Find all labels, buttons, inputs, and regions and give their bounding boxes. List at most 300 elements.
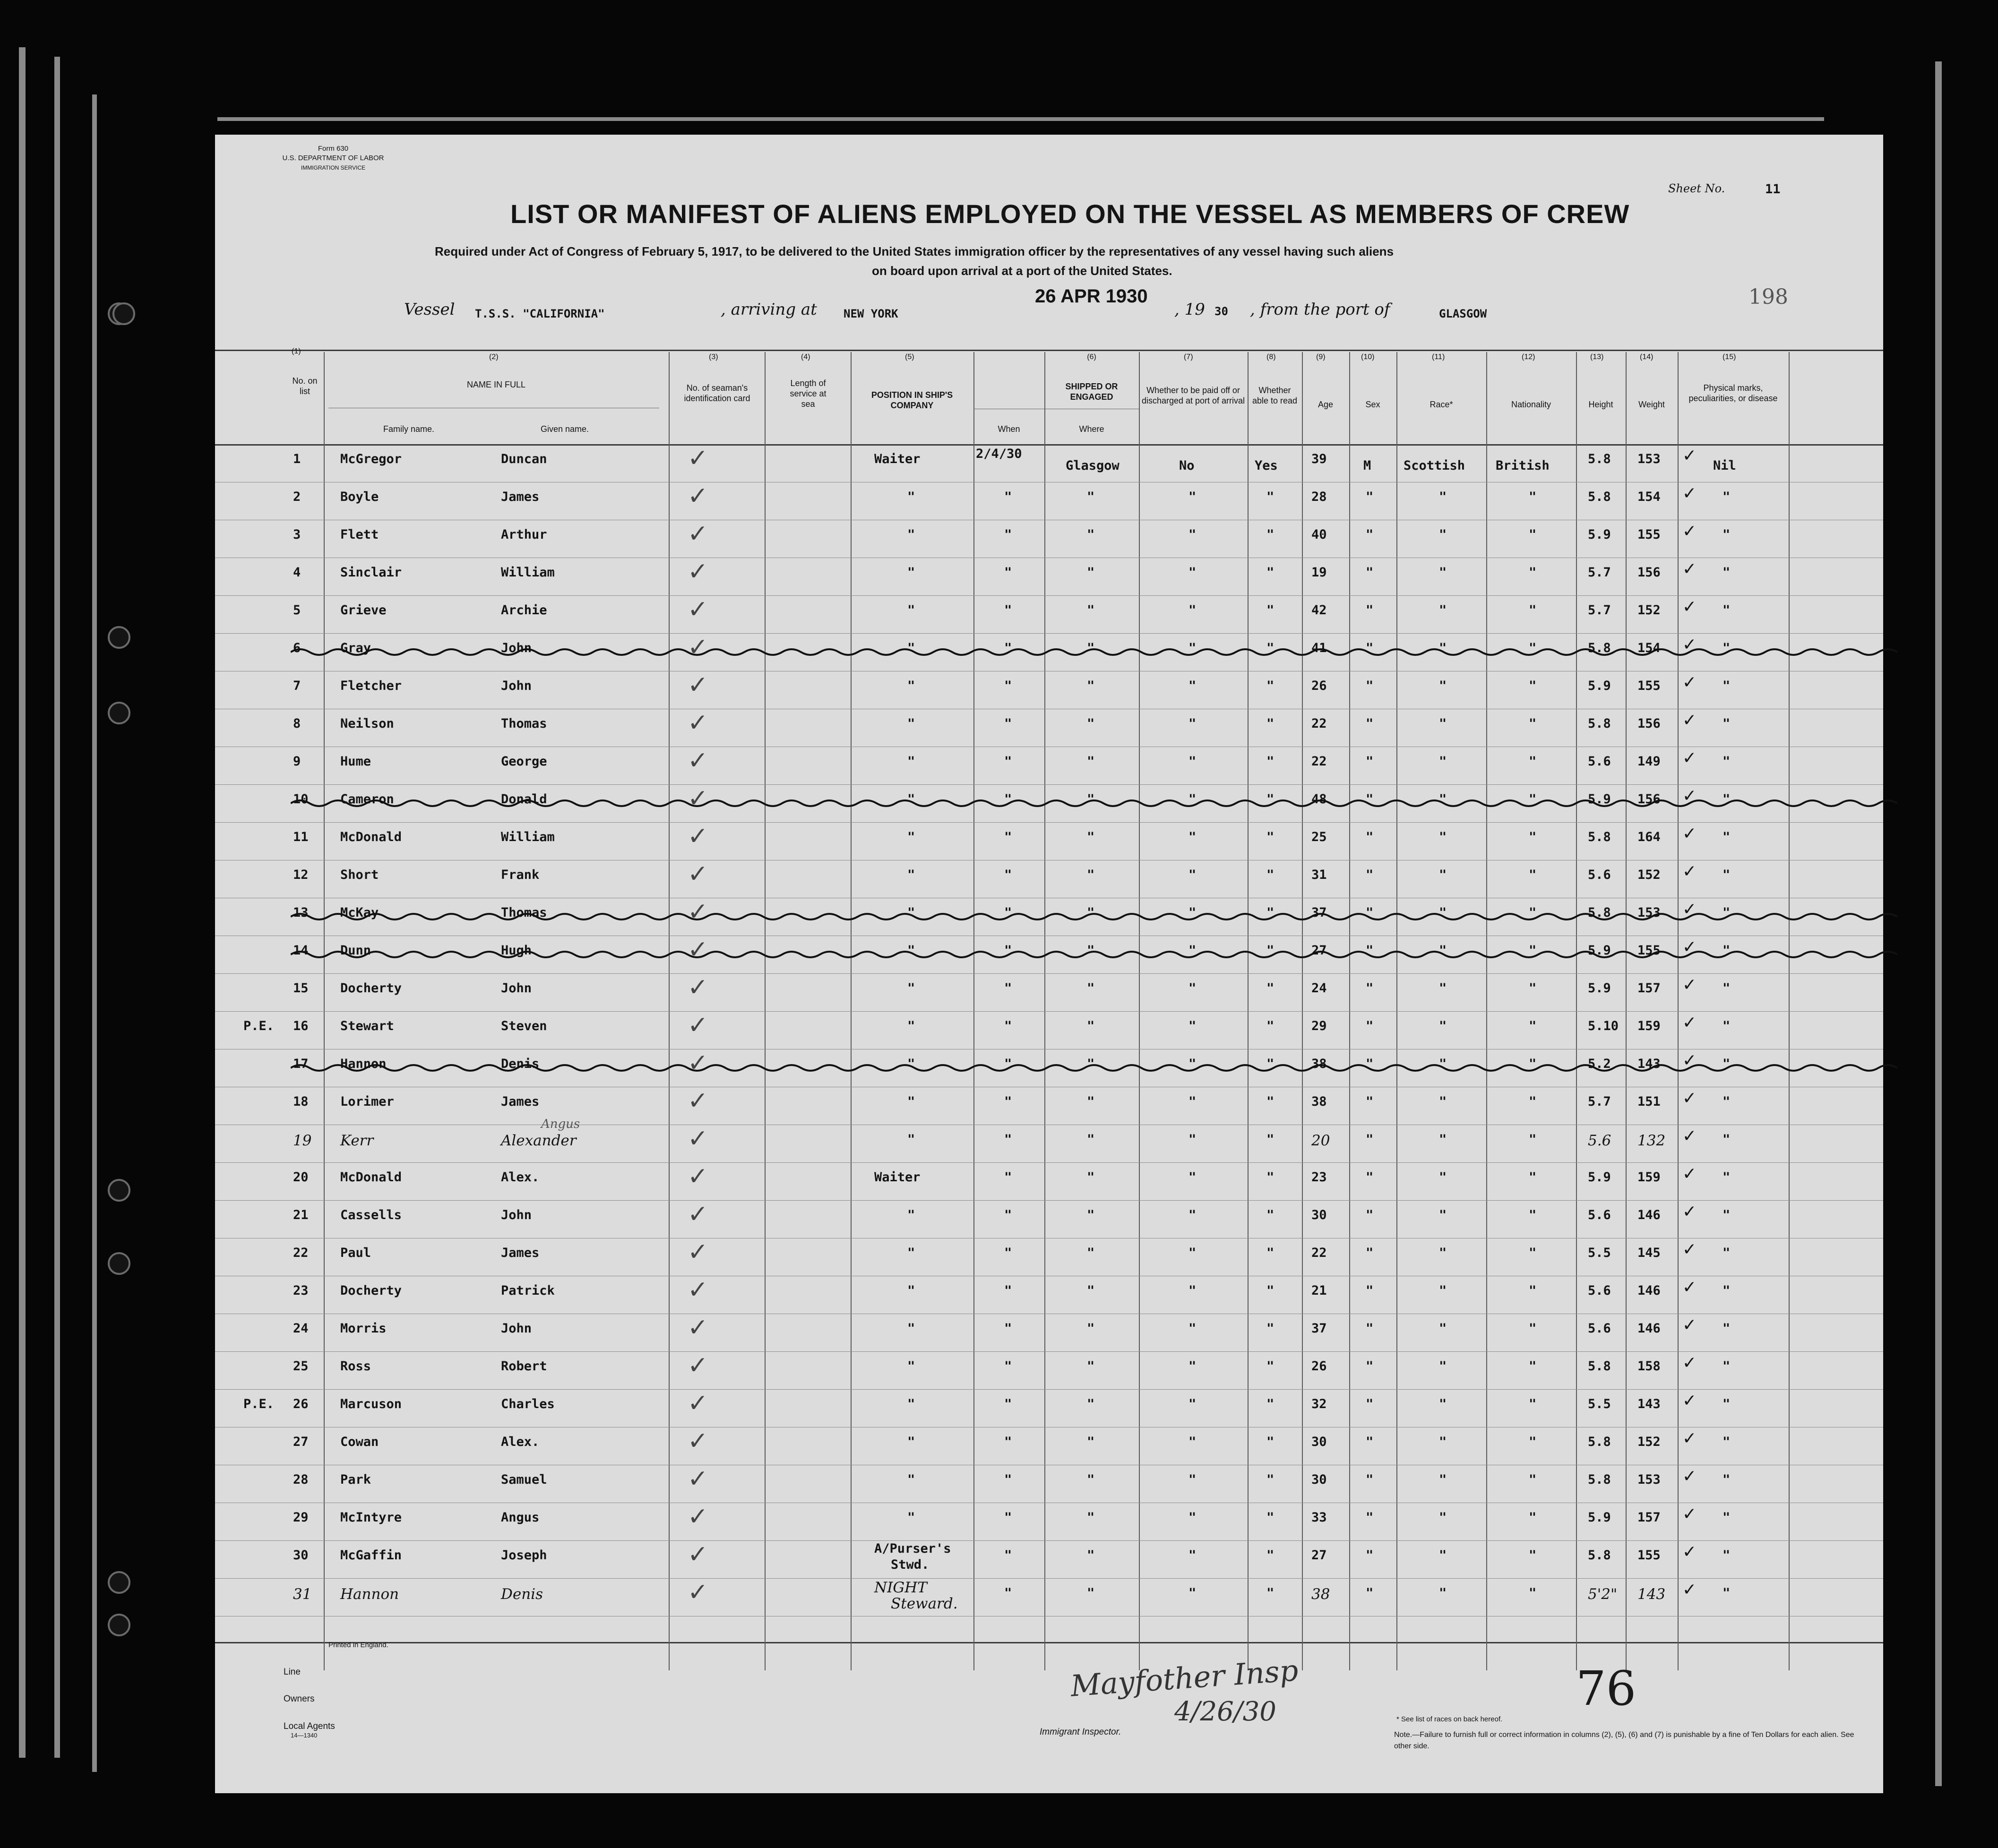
able-to-read-ditto: " [1266, 603, 1275, 618]
row-number: 19 [293, 1132, 312, 1149]
paid-off: No [1179, 458, 1195, 473]
row-number: 5 [293, 603, 301, 618]
height: 5.7 [1588, 603, 1611, 618]
able-to-read-ditto: " [1266, 943, 1275, 958]
weight: 151 [1637, 1094, 1661, 1109]
race-ditto: " [1439, 1246, 1447, 1260]
able-to-read-ditto: " [1266, 1132, 1275, 1147]
binder-hole [108, 1252, 130, 1275]
nationality-ditto: " [1529, 1548, 1537, 1563]
nationality: British [1496, 458, 1550, 473]
id-card-check: ✓ [688, 1503, 708, 1531]
binder-hole [108, 702, 130, 724]
paid-off-ditto: " [1188, 830, 1197, 844]
weight: 159 [1637, 1019, 1661, 1033]
weight: 132 [1637, 1132, 1666, 1149]
sex-ditto: " [1366, 1057, 1374, 1071]
height: 5.8 [1588, 490, 1611, 504]
position-ditto: " [907, 981, 915, 996]
table-row [215, 1389, 1883, 1427]
colnum-11: (11) [1432, 353, 1445, 361]
given-name: Thomas [501, 905, 547, 920]
position-ditto: " [907, 1208, 915, 1222]
physical-marks-ditto: " [1722, 1057, 1731, 1071]
table-row [215, 1314, 1883, 1351]
position: Waiter [874, 1170, 921, 1185]
family-name: McDonald [340, 830, 402, 844]
age: 40 [1311, 527, 1327, 542]
nationality-ditto: " [1529, 1208, 1537, 1222]
position-ditto: " [907, 1510, 915, 1525]
strike-through-line [291, 643, 1897, 662]
given-name-correction: Angus [541, 1117, 580, 1131]
shipped-when-ditto: " [1004, 868, 1012, 882]
shipped-where-ditto: " [1087, 905, 1095, 920]
id-card-check: ✓ [688, 1578, 708, 1607]
table-row [215, 936, 1883, 973]
row-number: 26 [293, 1397, 309, 1411]
sex-ditto: " [1366, 679, 1374, 693]
shipped-when-ditto: " [1004, 1094, 1012, 1109]
nationality-ditto: " [1529, 754, 1537, 769]
weight: 155 [1637, 1548, 1661, 1563]
age: 37 [1311, 905, 1327, 920]
shipped-when: 2/4/30 [976, 447, 1022, 461]
sex-ditto: " [1366, 905, 1374, 920]
physical-check: ✓ [1682, 673, 1697, 692]
shipped-where-ditto: " [1087, 1094, 1095, 1109]
paid-off-ditto: " [1188, 641, 1197, 655]
id-card-check: ✓ [688, 1087, 708, 1115]
header-race: Race* [1430, 400, 1453, 409]
given-name: Alexander [501, 1132, 577, 1149]
physical-marks-ditto: " [1722, 679, 1731, 693]
able-to-read-ditto: " [1266, 1094, 1275, 1109]
family-name: Docherty [340, 981, 402, 996]
physical-check: ✓ [1682, 824, 1697, 843]
table-row [215, 1540, 1883, 1578]
given-name: Hugh [501, 943, 532, 958]
height: 5.9 [1588, 943, 1611, 958]
race-ditto: " [1439, 754, 1447, 769]
physical-marks-ditto: " [1722, 1094, 1731, 1109]
paid-off-ditto: " [1188, 1321, 1197, 1336]
row-number: 3 [293, 527, 301, 542]
nationality-ditto: " [1529, 905, 1537, 920]
family-name: Marcuson [340, 1397, 402, 1411]
table-row [215, 1465, 1883, 1503]
weight: 152 [1637, 1435, 1661, 1449]
departure-port: GLASGOW [1439, 307, 1487, 320]
given-name: John [501, 679, 532, 693]
race-ditto: " [1439, 1472, 1447, 1487]
race-ditto: " [1439, 1283, 1447, 1298]
paid-off-ditto: " [1188, 1359, 1197, 1374]
paid-off-ditto: " [1188, 1094, 1197, 1109]
table-row [215, 520, 1883, 558]
able-to-read-ditto: " [1266, 868, 1275, 882]
form-code: 14—1340 [291, 1732, 318, 1739]
binder-hole [108, 1571, 130, 1594]
age: 31 [1311, 868, 1327, 882]
paid-off-ditto: " [1188, 1586, 1197, 1600]
row-number: 29 [293, 1510, 309, 1525]
id-card-check: ✓ [688, 898, 708, 926]
weight: 155 [1637, 679, 1661, 693]
given-name: John [501, 1208, 532, 1222]
id-card-check: ✓ [688, 1162, 708, 1191]
given-name: James [501, 490, 540, 504]
family-name: Neilson [340, 716, 394, 731]
alien-count: 76 [1576, 1661, 1636, 1716]
height: 5.6 [1588, 868, 1611, 882]
physical-marks-ditto: " [1722, 1019, 1731, 1033]
family-name: Dunn [340, 943, 371, 958]
physical-check: ✓ [1682, 1089, 1697, 1108]
paid-off-ditto: " [1188, 490, 1197, 504]
table-bottom-border [215, 1642, 1883, 1643]
physical-check: ✓ [1682, 711, 1697, 730]
nationality-ditto: " [1529, 1246, 1537, 1260]
physical-check: ✓ [1682, 597, 1697, 617]
age: 41 [1311, 641, 1327, 655]
physical-marks-ditto: " [1722, 792, 1731, 807]
colnum-5: (5) [905, 353, 914, 361]
sex-ditto: " [1366, 1283, 1374, 1298]
shipped-where-ditto: " [1087, 1586, 1095, 1600]
id-card-check: ✓ [688, 1314, 708, 1342]
form-identification [272, 144, 395, 172]
table-row [215, 595, 1883, 633]
table-row [215, 1162, 1883, 1200]
family-name: Grieve [340, 603, 387, 618]
sex-ditto: " [1366, 981, 1374, 996]
position: NIGHT [874, 1579, 927, 1596]
physical-marks-ditto: " [1722, 1548, 1731, 1563]
family-name: Kerr [340, 1132, 374, 1149]
paid-off-ditto: " [1188, 1548, 1197, 1563]
nationality-ditto: " [1529, 1510, 1537, 1525]
id-card-check: ✓ [688, 1389, 708, 1418]
id-card-check: ✓ [688, 444, 708, 473]
position-ditto: " [907, 1472, 915, 1487]
table-row [215, 784, 1883, 822]
family-name: Paul [340, 1246, 371, 1260]
position-ditto: " [907, 792, 915, 807]
height: 5.5 [1588, 1246, 1611, 1260]
colnum-10: (10) [1361, 353, 1375, 361]
id-card-check: ✓ [688, 1465, 708, 1493]
shipped-when-ditto: " [1004, 716, 1012, 731]
nationality-ditto: " [1529, 1472, 1537, 1487]
able-to-read-ditto: " [1266, 1472, 1275, 1487]
able-to-read-ditto: " [1266, 1246, 1275, 1260]
nationality-ditto: " [1529, 1397, 1537, 1411]
shipped-where-ditto: " [1087, 565, 1095, 580]
table-row [215, 822, 1883, 860]
id-card-check: ✓ [688, 595, 708, 624]
age: 28 [1311, 490, 1327, 504]
height: 5.6 [1588, 1283, 1611, 1298]
family-name: Hannon [340, 1586, 399, 1603]
sheet-label: Sheet No. [1668, 182, 1725, 195]
able-to-read-ditto: " [1266, 1359, 1275, 1374]
shipped-when-ditto: " [1004, 981, 1012, 996]
sex-ditto: " [1366, 1435, 1374, 1449]
shipped-when-ditto: " [1004, 1321, 1012, 1336]
row-number: 9 [293, 754, 301, 769]
sex-ditto: " [1366, 943, 1374, 958]
row-number: 17 [293, 1057, 309, 1071]
family-name: McGaffin [340, 1548, 402, 1563]
weight: 159 [1637, 1170, 1661, 1185]
shipped-when-ditto: " [1004, 1435, 1012, 1449]
shipped-where-ditto: " [1087, 754, 1095, 769]
row-number: 13 [293, 905, 309, 920]
shipped-when-ditto: " [1004, 1057, 1012, 1071]
page-subtitle-2: on board upon arrival at a port of the United States. [872, 264, 1172, 278]
weight: 156 [1637, 792, 1661, 807]
physical-check: ✓ [1682, 1542, 1697, 1562]
family-name: Cassells [340, 1208, 402, 1222]
id-card-check: ✓ [688, 709, 708, 737]
physical-check: ✓ [1682, 1353, 1697, 1373]
physical-check: ✓ [1682, 559, 1697, 579]
paid-off-ditto: " [1188, 943, 1197, 958]
weight: 153 [1637, 905, 1661, 920]
able-to-read-ditto: " [1266, 1586, 1275, 1600]
sex-ditto: " [1366, 830, 1374, 844]
race-ditto: " [1439, 1359, 1447, 1374]
colnum-4: (4) [801, 353, 810, 361]
id-card-check: ✓ [688, 1049, 708, 1077]
physical-marks-ditto: " [1722, 1586, 1731, 1600]
age: 20 [1311, 1132, 1330, 1149]
shipped-where-ditto: " [1087, 1321, 1095, 1336]
given-name: George [501, 754, 547, 769]
race-ditto: " [1439, 603, 1447, 618]
strike-through-line [291, 794, 1897, 813]
paid-off-ditto: " [1188, 792, 1197, 807]
shipped-where-ditto: " [1087, 1246, 1095, 1260]
header-where: Where [1079, 424, 1104, 434]
given-name: Alex. [501, 1170, 540, 1185]
shipped-where-ditto: " [1087, 981, 1095, 996]
row-number: 24 [293, 1321, 309, 1336]
shipped-where-ditto: " [1087, 490, 1095, 504]
sex-ditto: " [1366, 641, 1374, 655]
pe-mark: P.E. [243, 1397, 275, 1411]
shipped-where-ditto: " [1087, 1510, 1095, 1525]
page-edge-top [217, 117, 1824, 121]
able-to-read-ditto: " [1266, 905, 1275, 920]
age: 22 [1311, 754, 1327, 769]
able-to-read-ditto: " [1266, 1057, 1275, 1071]
shipped-where-ditto: " [1087, 1019, 1095, 1033]
physical-check: ✓ [1682, 522, 1697, 541]
physical-marks-ditto: " [1722, 565, 1731, 580]
position: Waiter [874, 452, 921, 466]
colnum-12: (12) [1522, 353, 1535, 361]
nationality-ditto: " [1529, 641, 1537, 655]
family-name: McKay [340, 905, 379, 920]
age: 19 [1311, 565, 1327, 580]
weight: 143 [1637, 1057, 1661, 1071]
table-row [215, 1117, 1883, 1162]
physical-marks-ditto: " [1722, 1397, 1731, 1411]
line-label: Line [284, 1667, 301, 1677]
position-ditto: " [907, 1359, 915, 1374]
shipped-when-ditto: " [1004, 603, 1012, 618]
paid-off-ditto: " [1188, 1170, 1197, 1185]
table-row [215, 898, 1883, 936]
table-row [215, 1238, 1883, 1276]
sex-ditto: " [1366, 1586, 1374, 1600]
physical-check: ✓ [1682, 1051, 1697, 1070]
nationality-ditto: " [1529, 1435, 1537, 1449]
race-ditto: " [1439, 1208, 1447, 1222]
sex-ditto: " [1366, 1510, 1374, 1525]
given-name: Thomas [501, 716, 547, 731]
race-ditto: " [1439, 1019, 1447, 1033]
strike-through-line [291, 1058, 1897, 1077]
given-name: Steven [501, 1019, 547, 1033]
height: 5.8 [1588, 452, 1611, 466]
header-age: Age [1318, 400, 1334, 409]
physical-check: ✓ [1682, 748, 1697, 768]
age: 27 [1311, 1548, 1327, 1563]
able-to-read-ditto: " [1266, 1170, 1275, 1185]
weight: 156 [1637, 565, 1661, 580]
races-note: * See list of races on back hereof. [1396, 1715, 1503, 1723]
nationality-ditto: " [1529, 716, 1537, 731]
height: 5.8 [1588, 830, 1611, 844]
shipped-where-ditto: " [1087, 1472, 1095, 1487]
sex-ditto: " [1366, 565, 1374, 580]
nationality-ditto: " [1529, 1170, 1537, 1185]
table-row [215, 1276, 1883, 1314]
service-name: IMMIGRATION SERVICE [301, 164, 366, 171]
family-name: Morris [340, 1321, 387, 1336]
shipped-when-ditto: " [1004, 754, 1012, 769]
table-row [215, 671, 1883, 709]
race-ditto: " [1439, 981, 1447, 996]
paid-off-ditto: " [1188, 1397, 1197, 1411]
family-name: Hume [340, 754, 371, 769]
paid-off-ditto: " [1188, 868, 1197, 882]
age: 32 [1311, 1397, 1327, 1411]
shipped-when-ditto: " [1004, 1472, 1012, 1487]
family-name: Flett [340, 527, 379, 542]
header-shipped-engaged: SHIPPED OR ENGAGED [1065, 382, 1118, 402]
shipped-where-ditto: " [1087, 1208, 1095, 1222]
shipped-where-ditto: " [1087, 943, 1095, 958]
physical-marks-ditto: " [1722, 1283, 1731, 1298]
race-ditto: " [1439, 1170, 1447, 1185]
physical-check: ✓ [1682, 1202, 1697, 1221]
id-card-check: ✓ [688, 1540, 708, 1569]
id-card-check: ✓ [688, 747, 708, 775]
physical-check: ✓ [1682, 635, 1697, 654]
page-subtitle-1: Required under Act of Congress of February 5, 1917, to be delivered to the United States immigration officer by the representatives of any vessel having such aliens [435, 244, 1394, 258]
race-ditto: " [1439, 1132, 1447, 1147]
physical-check: ✓ [1682, 1504, 1697, 1524]
physical-marks-ditto: " [1722, 1170, 1731, 1185]
row-number: 21 [293, 1208, 309, 1222]
table-row [215, 558, 1883, 595]
weight: 153 [1637, 1472, 1661, 1487]
shipped-where-ditto: " [1087, 679, 1095, 693]
race-ditto: " [1439, 641, 1447, 655]
nationality-ditto: " [1529, 1094, 1537, 1109]
table-top-border [215, 350, 1883, 351]
height: 5.6 [1588, 1132, 1611, 1149]
family-name: Boyle [340, 490, 379, 504]
age: 38 [1311, 1057, 1327, 1071]
family-name: Hannon [340, 1057, 387, 1071]
weight: 164 [1637, 830, 1661, 844]
position-ditto: " [907, 1321, 915, 1336]
given-name: James [501, 1246, 540, 1260]
weight: 154 [1637, 641, 1661, 655]
able-to-read-ditto: " [1266, 527, 1275, 542]
height: 5.8 [1588, 716, 1611, 731]
sex-ditto: " [1366, 1359, 1374, 1374]
position-ditto: " [907, 565, 915, 580]
shipped-where-ditto: " [1087, 527, 1095, 542]
colnum-13: (13) [1590, 353, 1604, 361]
able-to-read-ditto: " [1266, 1510, 1275, 1525]
age: 33 [1311, 1510, 1327, 1525]
shipped-where-ditto: " [1087, 1283, 1095, 1298]
shipped-when-ditto: " [1004, 1586, 1012, 1600]
sex-ditto: " [1366, 527, 1374, 542]
paid-off-ditto: " [1188, 1057, 1197, 1071]
row-number: 31 [293, 1586, 312, 1603]
height: 5.9 [1588, 1510, 1611, 1525]
position-ditto: " [907, 490, 915, 504]
given-name: Samuel [501, 1472, 547, 1487]
shipped-when-ditto: " [1004, 527, 1012, 542]
height: 5.5 [1588, 1397, 1611, 1411]
able-to-read-ditto: " [1266, 1283, 1275, 1298]
weight: 152 [1637, 868, 1661, 882]
owners-label: Owners [284, 1694, 315, 1704]
nationality-ditto: " [1529, 603, 1537, 618]
family-name: Gray [340, 641, 371, 655]
given-name: Duncan [501, 452, 547, 466]
position-ditto: " [907, 1019, 915, 1033]
able-to-read-ditto: " [1266, 1397, 1275, 1411]
inspector-label: Immigrant Inspector. [1040, 1727, 1121, 1737]
height: 5.7 [1588, 1094, 1611, 1109]
sex-ditto: " [1366, 1170, 1374, 1185]
height: 5.8 [1588, 1472, 1611, 1487]
given-name: John [501, 641, 532, 655]
able-to-read-ditto: " [1266, 1435, 1275, 1449]
race-ditto: " [1439, 1435, 1447, 1449]
table-row [215, 973, 1883, 1011]
physical-check: ✓ [1682, 900, 1697, 919]
paid-off-ditto: " [1188, 1019, 1197, 1033]
physical-check: ✓ [1682, 1429, 1697, 1448]
race-ditto: " [1439, 792, 1447, 807]
printed-in-note: Printed in England. [328, 1641, 388, 1649]
age: 26 [1311, 1359, 1327, 1374]
physical-check: ✓ [1682, 1164, 1697, 1184]
nationality-ditto: " [1529, 830, 1537, 844]
physical-marks-ditto: " [1722, 716, 1731, 731]
